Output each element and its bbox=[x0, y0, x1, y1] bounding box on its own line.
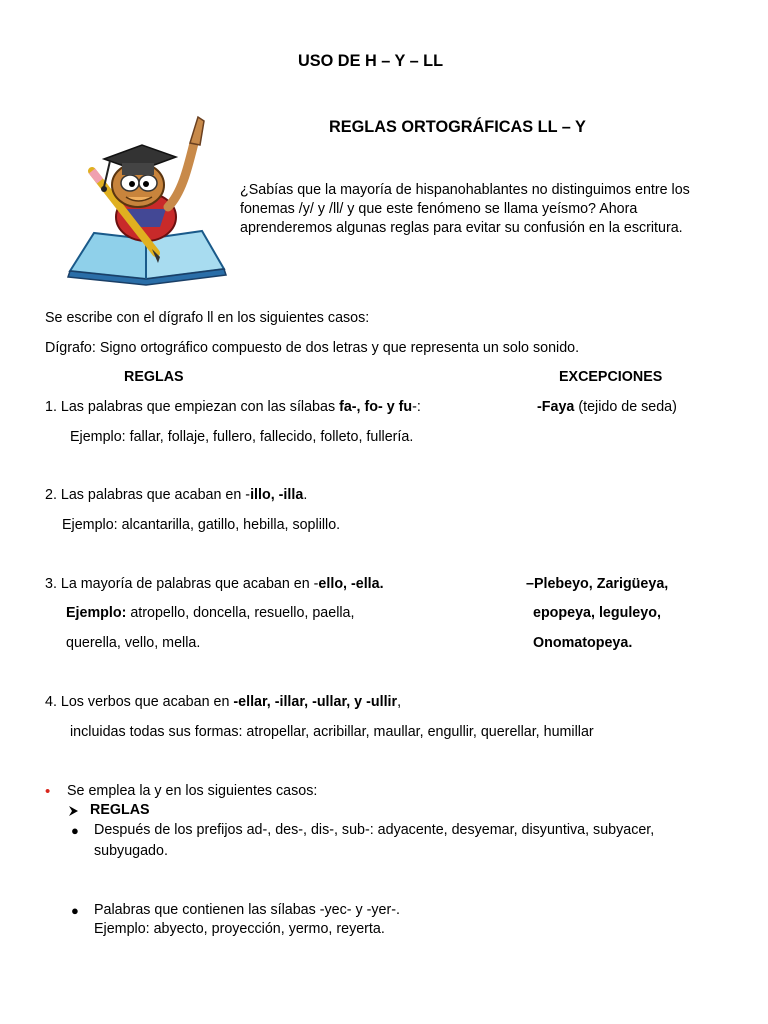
rule-4-post: , bbox=[397, 694, 402, 710]
rule-3-example-label: Ejemplo: bbox=[66, 605, 127, 621]
y-rule-1-line-1: Después de los prefijos ad-, des-, dis-, sub-: adyacente, desyemar, disyuntiva, subyacer, bbox=[94, 822, 655, 838]
rule-4 bbox=[45, 694, 401, 710]
rule-4-example: incluidas todas sus formas: atropellar, acribillar, maullar, engullir, querellar, humillar bbox=[70, 724, 594, 740]
rule-1-post: -: bbox=[412, 399, 421, 415]
rule-3-bold: ello, -ella. bbox=[318, 576, 384, 592]
rule-1-exception-word: -Faya bbox=[537, 399, 575, 415]
rule-3-example bbox=[66, 605, 354, 621]
rule-3-exception-1: –Plebeyo, Zarigüeya, bbox=[526, 576, 669, 592]
owl-graduate-illustration bbox=[64, 113, 230, 289]
intro-line-2: fonemas /y/ y /ll/ y que este fenómeno se llama yeísmo? Ahora bbox=[240, 201, 638, 217]
y-rule-2-line-2: Ejemplo: abyecto, proyección, yermo, reyerta. bbox=[94, 921, 385, 937]
header-reglas: REGLAS bbox=[124, 369, 184, 385]
rule-2-pre: 2. Las palabras que acaban en - bbox=[45, 487, 251, 503]
page-subtitle: REGLAS ORTOGRÁFICAS LL – Y bbox=[329, 118, 586, 136]
rule-1-example: Ejemplo: fallar, follaje, fullero, fallecido, folleto, fullería. bbox=[70, 429, 414, 445]
y-section-intro: Se emplea la y en los siguientes casos: bbox=[67, 783, 318, 799]
intro-line-3: aprenderemos algunas reglas para evitar su confusión en la escritura. bbox=[240, 220, 683, 236]
rule-1-bold: fa-, fo- y fu bbox=[339, 399, 413, 415]
y-rule-1-line-2: subyugado. bbox=[94, 843, 168, 859]
bullet-dot-icon: ● bbox=[71, 903, 79, 918]
digraph-definition: Dígrafo: Signo ortográfico compuesto de dos letras y que representa un solo sonido. bbox=[45, 340, 580, 356]
rule-2 bbox=[45, 487, 307, 503]
rule-3-example-line-2: querella, vello, mella. bbox=[66, 635, 201, 651]
red-bullet-icon: • bbox=[45, 783, 51, 800]
rule-4-pre: 4. Los verbos que acaban en bbox=[45, 694, 234, 710]
rule-3-exception-3: Onomatopeya. bbox=[533, 635, 633, 651]
rule-3-exception-2: epopeya, leguleyo, bbox=[533, 605, 661, 621]
rule-2-bold: illo, -illa bbox=[250, 487, 304, 503]
header-excepciones: EXCEPCIONES bbox=[559, 369, 663, 385]
rule-3 bbox=[45, 576, 384, 592]
bullet-dot-icon: ● bbox=[71, 823, 79, 838]
rule-4-bold: -ellar, -illar, -ullar, y -ullir bbox=[233, 694, 398, 710]
rule-3-pre: 3. La mayoría de palabras que acaban en - bbox=[45, 576, 319, 592]
y-rule-2-line-1: Palabras que contienen las sílabas -yec- y -yer-. bbox=[94, 902, 400, 918]
digraph-intro: Se escribe con el dígrafo ll en los siguientes casos: bbox=[45, 310, 370, 326]
rule-1-exception bbox=[537, 399, 677, 415]
intro-line-1: ¿Sabías que la mayoría de hispanohablantes no distinguimos entre los bbox=[240, 182, 690, 198]
rule-1-exception-note: (tejido de seda) bbox=[574, 399, 677, 415]
rule-2-post: . bbox=[303, 487, 308, 503]
rule-1-pre: 1. Las palabras que empiezan con las sílabas bbox=[45, 399, 340, 415]
y-section-reglas: REGLAS bbox=[90, 802, 150, 818]
arrowhead-bullet-icon bbox=[68, 805, 80, 817]
rule-3-example-words: atropello, doncella, resuello, paella, bbox=[126, 605, 355, 621]
rule-2-example: Ejemplo: alcantarilla, gatillo, hebilla, soplillo. bbox=[62, 517, 341, 533]
page-title: USO DE H – Y – LL bbox=[298, 52, 444, 70]
rule-1 bbox=[45, 399, 421, 415]
